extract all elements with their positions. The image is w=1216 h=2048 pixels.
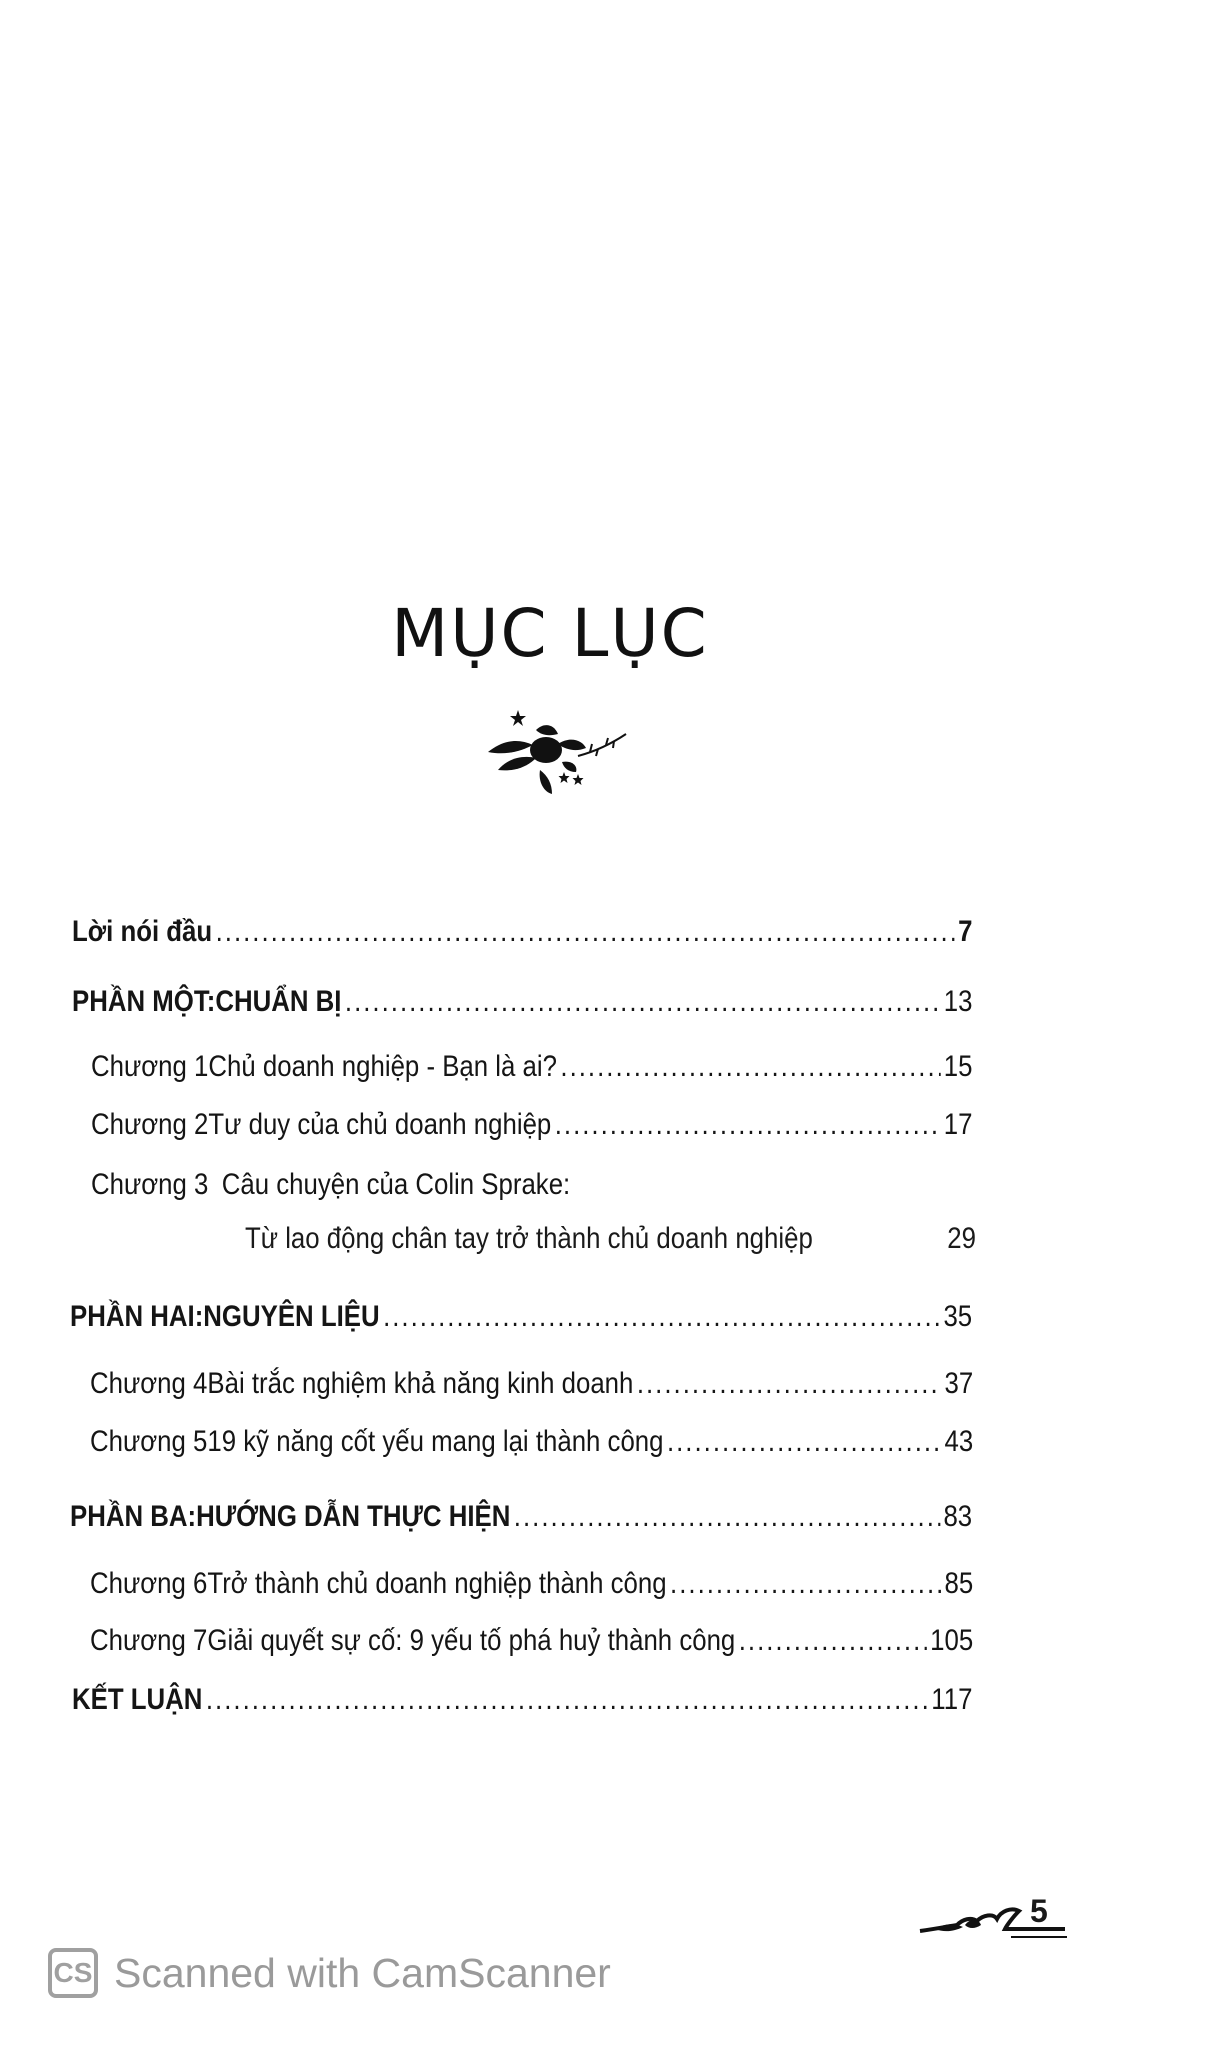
page-title: MỤC LỤC bbox=[391, 595, 709, 672]
toc-entry-part-two[interactable] bbox=[70, 1300, 972, 1334]
part-title: NGUYÊN LIỆU bbox=[203, 1300, 380, 1333]
toc-page-number: 85 bbox=[944, 1567, 974, 1600]
folio-ornament-icon bbox=[915, 1895, 1075, 1945]
toc-entry-chapter-3-continued[interactable] bbox=[245, 1222, 976, 1256]
toc-entry-chapter-7[interactable] bbox=[90, 1624, 973, 1658]
toc-page-number: 7 bbox=[958, 915, 973, 948]
floral-ornament-icon bbox=[478, 700, 628, 795]
dot-leader bbox=[216, 915, 955, 949]
dot-leader bbox=[667, 1425, 941, 1459]
toc-entry-conclusion[interactable] bbox=[72, 1683, 972, 1717]
dot-leader bbox=[637, 1367, 941, 1401]
watermark-text: Scanned with CamScanner bbox=[114, 1949, 611, 1996]
chapter-title: 19 kỹ năng cốt yếu mang lại thành công bbox=[207, 1425, 664, 1458]
chapter-title: Tư duy của chủ doanh nghiệp bbox=[208, 1108, 552, 1141]
toc-entry-part-three[interactable] bbox=[70, 1500, 972, 1534]
chapter-label: Chương 6 bbox=[90, 1567, 208, 1600]
chapter-subtitle: Từ lao động chân tay trở thành chủ doanh nghiệp bbox=[245, 1222, 813, 1255]
toc-page-number: 83 bbox=[943, 1500, 973, 1533]
chapter-label: Chương 7 bbox=[90, 1624, 208, 1657]
dot-leader bbox=[383, 1300, 940, 1334]
toc-entry-part-one[interactable] bbox=[72, 985, 972, 1019]
part-title: CHUẨN BỊ bbox=[215, 985, 342, 1018]
dot-leader bbox=[206, 1683, 928, 1717]
toc-entry-chapter-1[interactable] bbox=[91, 1050, 973, 1084]
toc-page-number: 29 bbox=[947, 1222, 976, 1255]
toc-page-number: 17 bbox=[943, 1108, 973, 1141]
page-number: 5 bbox=[1030, 1893, 1048, 1929]
toc-entry-chapter-6[interactable] bbox=[90, 1567, 973, 1601]
part-label: PHẦN HAI: bbox=[70, 1300, 204, 1333]
chapter-label: Chương 1 bbox=[91, 1050, 209, 1083]
camscanner-logo-icon: CS bbox=[48, 1948, 98, 1998]
toc-page-number: 43 bbox=[944, 1425, 974, 1458]
chapter-title: Trở thành chủ doanh nghiệp thành công bbox=[207, 1567, 667, 1600]
chapter-label: Chương 5 bbox=[90, 1425, 208, 1458]
chapter-label: Chương 3 bbox=[91, 1168, 209, 1201]
dot-leader bbox=[560, 1050, 940, 1084]
chapter-title: Giải quyết sự cố: 9 yếu tố phá huỷ thành công bbox=[207, 1624, 736, 1657]
part-label: PHẦN BA: bbox=[70, 1500, 197, 1533]
toc-entry-title: KẾT LUẬN bbox=[72, 1683, 203, 1716]
toc-page-number: 117 bbox=[931, 1683, 973, 1716]
chapter-title: Bài trắc nghiệm khả năng kinh doanh bbox=[207, 1367, 634, 1400]
chapter-label: Chương 2 bbox=[91, 1108, 209, 1141]
chapter-title: Chủ doanh nghiệp - Bạn là ai? bbox=[208, 1050, 557, 1083]
chapter-title: Câu chuyện của Colin Sprake: bbox=[221, 1168, 571, 1201]
toc-entry-title: Lời nói đầu bbox=[72, 915, 213, 948]
chapter-label: Chương 4 bbox=[90, 1367, 208, 1400]
dot-leader bbox=[739, 1624, 927, 1658]
toc-page-number: 37 bbox=[944, 1367, 974, 1400]
toc-entry-preface[interactable] bbox=[72, 915, 972, 949]
toc-page-number: 35 bbox=[943, 1300, 973, 1333]
dot-leader bbox=[670, 1567, 941, 1601]
toc-page-number: 105 bbox=[930, 1624, 974, 1657]
camscanner-watermark bbox=[48, 1948, 611, 1998]
toc-entry-chapter-2[interactable] bbox=[91, 1108, 973, 1142]
part-label: PHẦN MỘT: bbox=[72, 985, 216, 1018]
toc-entry-chapter-4[interactable] bbox=[90, 1367, 973, 1401]
part-title: HƯỚNG DẪN THỰC HIỆN bbox=[196, 1500, 511, 1533]
dot-leader bbox=[514, 1500, 940, 1534]
toc-entry-chapter-3[interactable] bbox=[91, 1168, 973, 1202]
toc-page-number: 13 bbox=[943, 985, 973, 1018]
dot-leader bbox=[345, 985, 940, 1019]
toc-entry-chapter-5[interactable] bbox=[90, 1425, 973, 1459]
toc-page-number: 15 bbox=[943, 1050, 973, 1083]
dot-leader bbox=[555, 1108, 941, 1142]
